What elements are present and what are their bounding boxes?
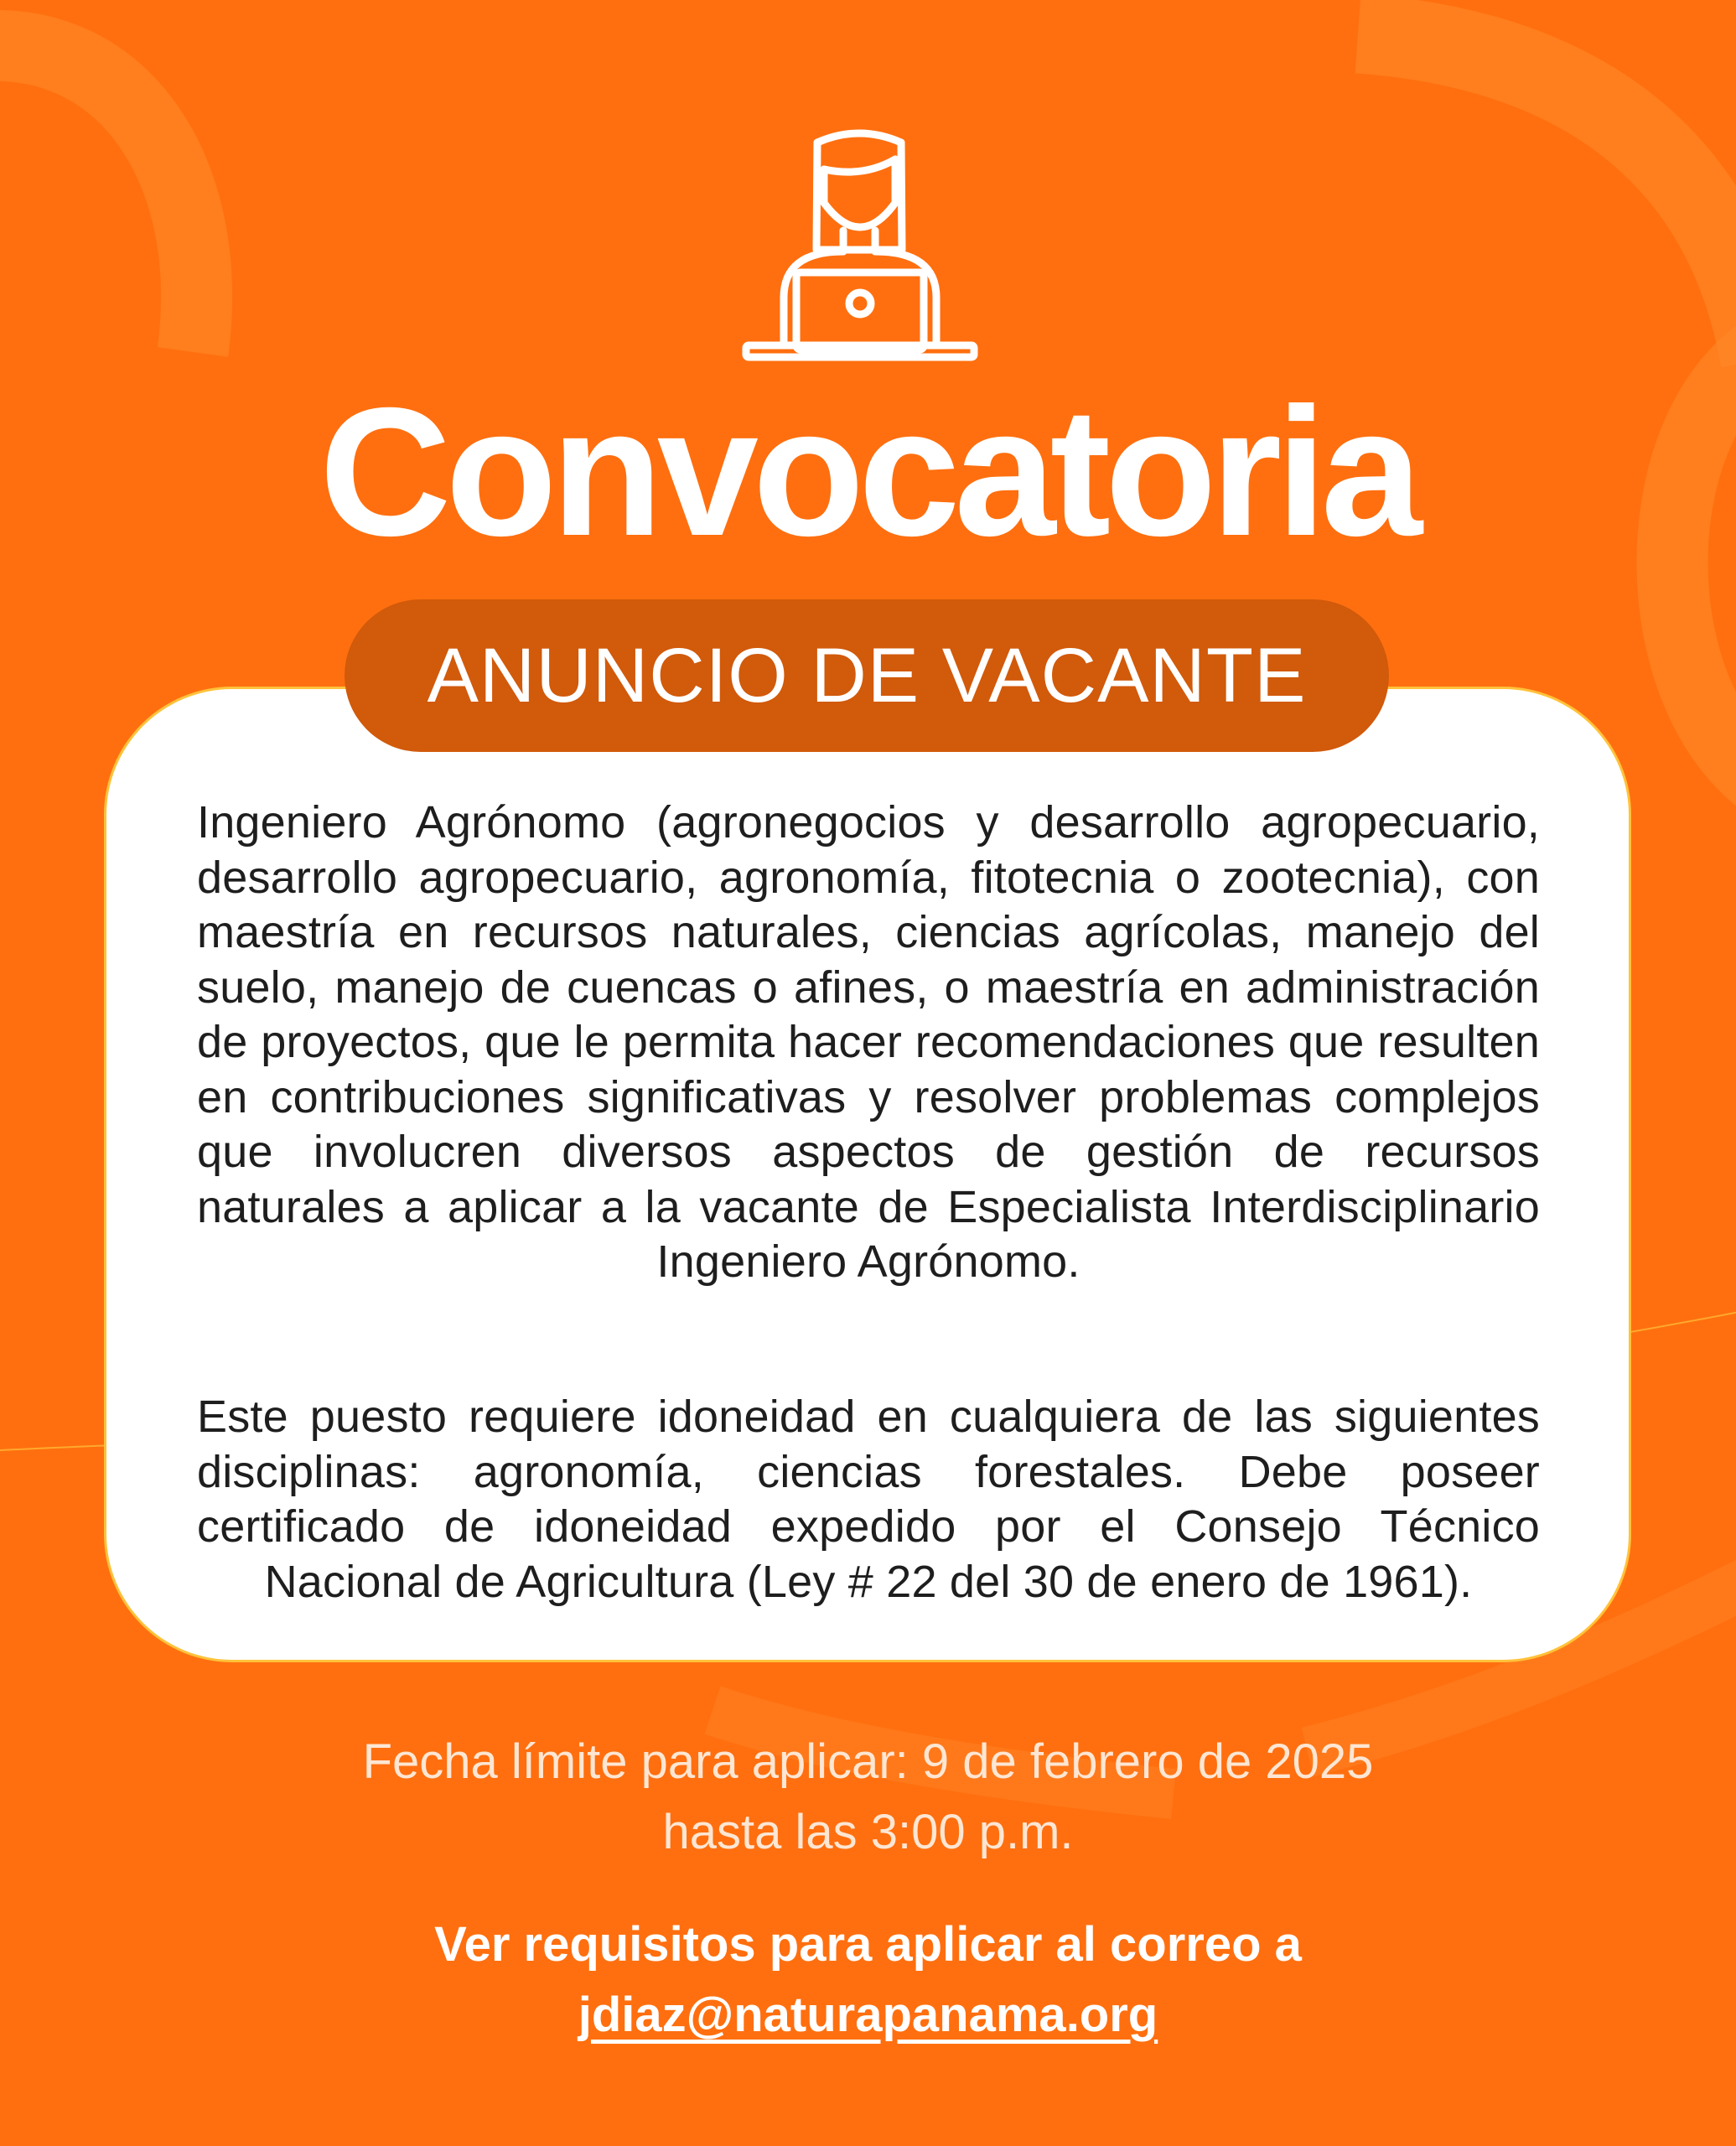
vacancy-badge-label: ANUNCIO DE VACANTE — [427, 632, 1307, 718]
person-at-laptop-icon — [738, 126, 982, 371]
email-link[interactable]: jdiaz@naturapanama.org — [578, 1988, 1158, 2042]
deadline — [0, 1727, 1736, 1868]
apply-text: Ver requisitos para aplicar al correo a — [434, 1917, 1302, 1972]
vacancy-badge — [345, 599, 1389, 752]
vacancy-description: Ingeniero Agrónomo (agronegocios y desarrollo agropecuario, desarrollo agropecuario, agronomía, fitotecnia o zootecnia), con maestría en recursos naturales, ciencias agrícolas, manejo del suelo, manejo de cuencas o afines, o maestría en administración de proyectos, que le permita hacer recomendaciones que resulten en contribuciones significativas y resolver problemas complejos que involucren diversos aspectos de gestión de recursos naturales a aplicar a la vacante de Especialista Interdisciplinario Ingeniero Agrónomo. — [197, 797, 1540, 1287]
apply-instructions — [0, 1910, 1736, 2050]
deadline-date: Fecha límite para aplicar: 9 de febrero de 2025 — [362, 1734, 1374, 1789]
page-title: Convocatoria — [319, 371, 1417, 574]
vacancy-requirements: Este puesto requiere idoneidad en cualquiera de las siguientes disciplinas: agronomía, ciencias forestales. Debe poseer certificado de idoneidad expedido por el Consejo Técnico Nacional de Agricultura (Ley # 22 del 30 de enero de 1961). — [197, 1392, 1540, 1607]
deadline-time: hasta las 3:00 p.m. — [662, 1805, 1074, 1859]
